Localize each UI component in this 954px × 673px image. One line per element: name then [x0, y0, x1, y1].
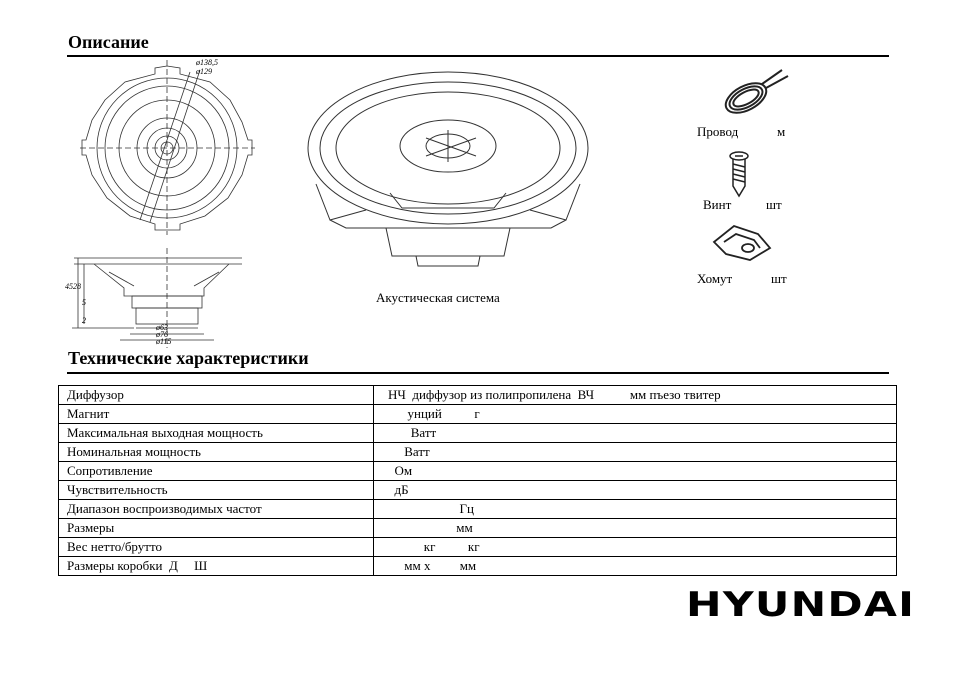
- spec-param: Размеры коробки Д Ш: [59, 557, 374, 576]
- spec-value: Гц: [374, 500, 897, 519]
- description-title: Описание: [68, 32, 149, 52]
- dim-side-2: 28: [73, 282, 81, 291]
- main-caption: Акустическая система: [376, 290, 500, 305]
- table-row: [59, 519, 897, 538]
- table-row: [59, 443, 897, 462]
- spec-value: НЧ диффузор из полипропилена ВЧ мм пъезо твитер: [374, 386, 897, 405]
- spec-param: Магнит: [59, 405, 374, 424]
- spec-value: Ватт: [374, 424, 897, 443]
- speaker-perspective-drawing: [306, 68, 596, 268]
- table-row: [59, 424, 897, 443]
- spec-value: дБ: [374, 481, 897, 500]
- spec-value: кг кг: [374, 538, 897, 557]
- accessory-wire-name: Провод: [697, 124, 739, 139]
- dim-base-2: ø76: [156, 330, 168, 339]
- speaker-front-drawing: [80, 60, 255, 235]
- screw-icon: [728, 150, 750, 198]
- section-divider: [67, 55, 889, 57]
- accessory-screw-unit: шт: [766, 197, 782, 212]
- dim-side-4: 2: [82, 316, 86, 325]
- wire-icon: [712, 66, 792, 122]
- table-row: [59, 557, 897, 576]
- accessory-screw-name: Винт: [703, 197, 732, 212]
- table-row: [59, 386, 897, 405]
- dim-side-1: 45: [65, 282, 73, 291]
- table-row: [59, 405, 897, 424]
- hyundai-logo: HYUNDAI: [686, 585, 916, 625]
- spec-value: Ватт: [374, 443, 897, 462]
- speaker-side-drawing: [64, 248, 244, 348]
- spec-param: Размеры: [59, 519, 374, 538]
- specs-title: Технические характеристики: [68, 348, 309, 368]
- spec-value: мм х мм: [374, 557, 897, 576]
- spec-param: Максимальная выходная мощность: [59, 424, 374, 443]
- accessory-clamp-unit: шт: [771, 271, 787, 286]
- table-row: [59, 481, 897, 500]
- dim-side-3: 5: [82, 298, 86, 307]
- dim-outer: ø138,5: [196, 58, 218, 67]
- dim-base-1: ø63: [156, 323, 168, 332]
- dim-base-3: ø115: [156, 337, 172, 346]
- table-row: [59, 462, 897, 481]
- accessory-wire-unit: м: [777, 124, 786, 139]
- spec-param: Чувствительность: [59, 481, 374, 500]
- specs-table: [58, 385, 897, 576]
- spec-param: Диапазон воспроизводимых частот: [59, 500, 374, 519]
- specs-divider: [67, 372, 889, 374]
- spec-value: унций г: [374, 405, 897, 424]
- spec-param: Диффузор: [59, 386, 374, 405]
- table-row: [59, 500, 897, 519]
- spec-value: мм: [374, 519, 897, 538]
- spec-param: Номинальная мощность: [59, 443, 374, 462]
- dim-inner: ø129: [196, 67, 212, 76]
- spec-param: Вес нетто/брутто: [59, 538, 374, 557]
- clamp-icon: [710, 220, 776, 264]
- spec-value: Ом: [374, 462, 897, 481]
- spec-param: Сопротивление: [59, 462, 374, 481]
- accessory-clamp-name: Хомут: [697, 271, 733, 286]
- table-row: [59, 538, 897, 557]
